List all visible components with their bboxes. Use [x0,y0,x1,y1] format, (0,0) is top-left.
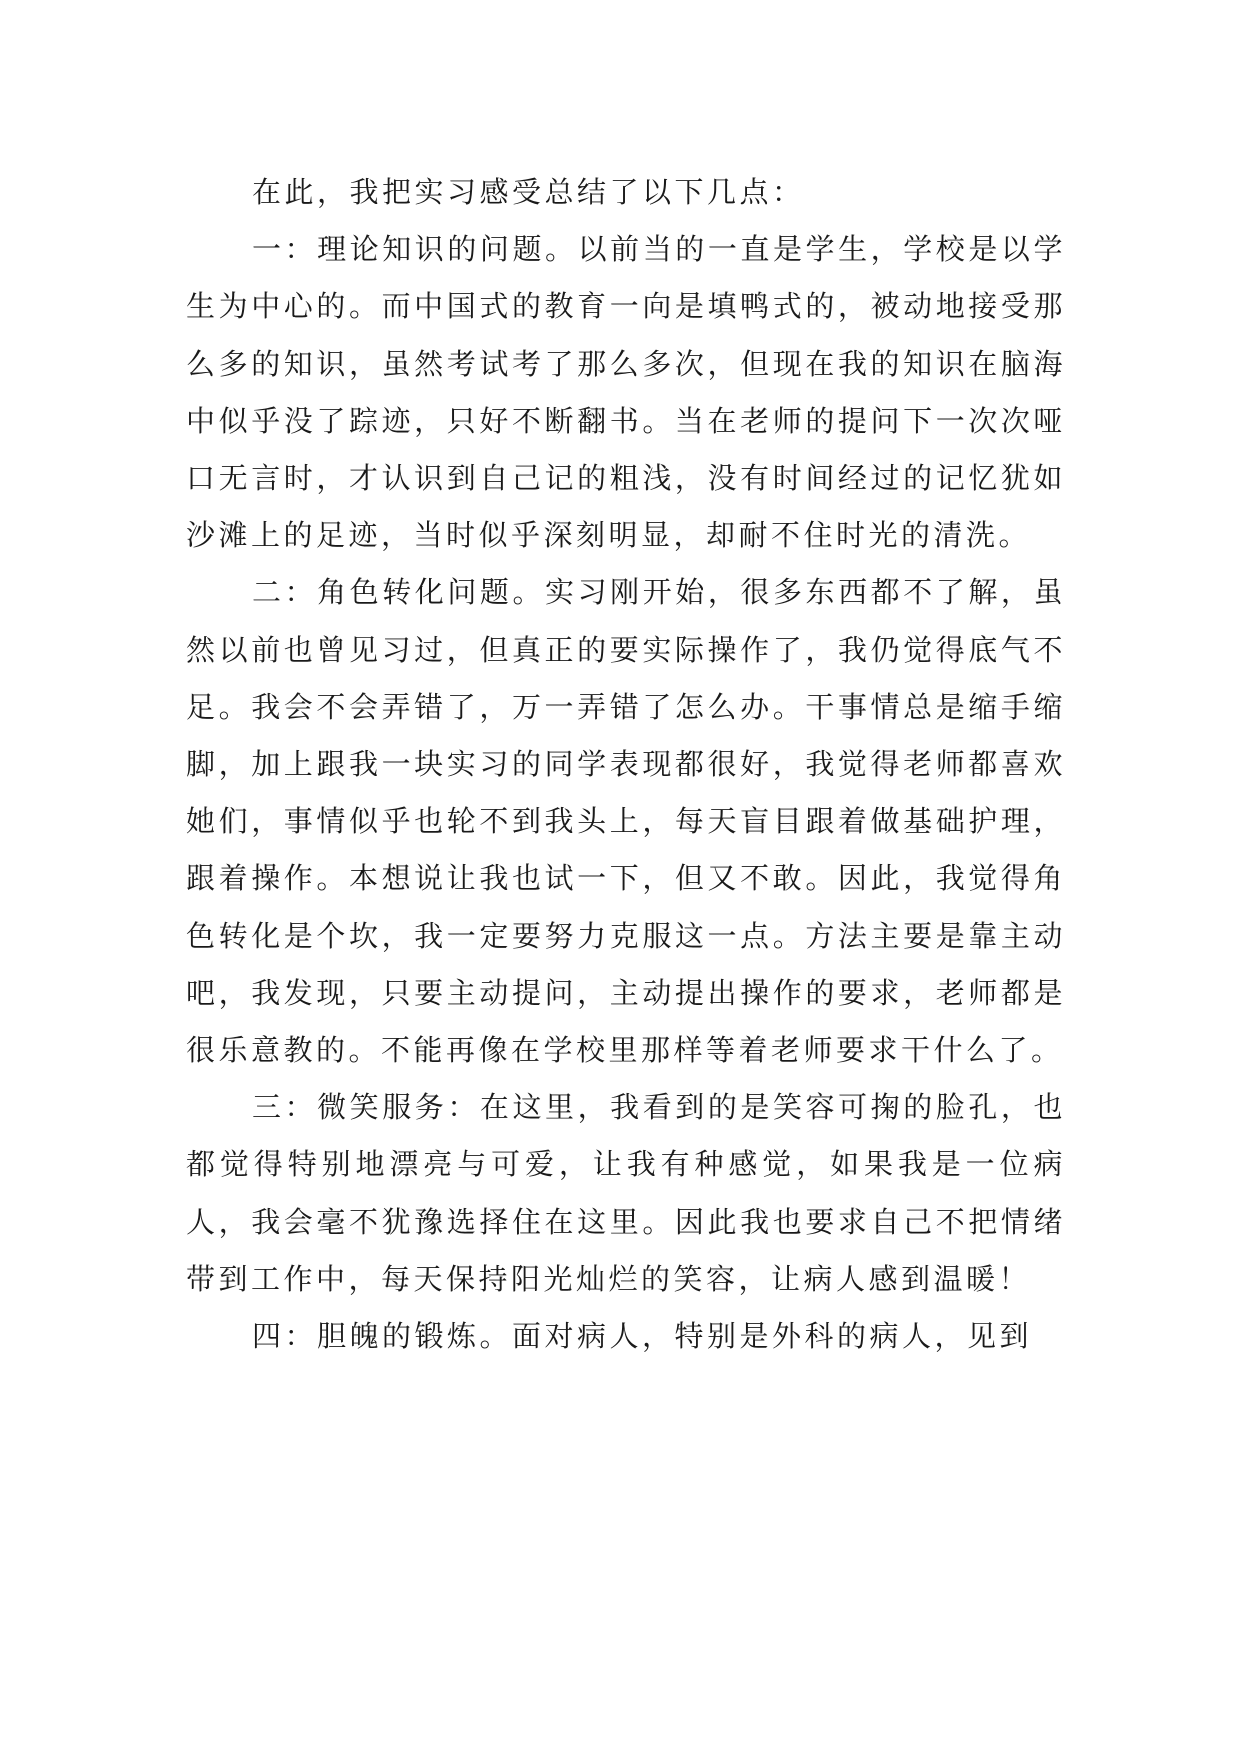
paragraph-intro: 在此，我把实习感受总结了以下几点： [252,175,805,209]
document-body [186,164,1066,1365]
paragraph-theory-knowledge: 一：理论知识的问题。以前当的一直是学生，学校是以学生为中心的。而中国式的教育一向是填鸭式的，被动地接受那么多的知识，虽然考试考了那么多次，但现在我的知识在脑海中似乎没了踪迹，只好不断翻书。当在老师的提问下一次次哑口无言时，才认识到自己记的粗浅，没有时间经过的记忆犹如沙滩上的足迹，当时似乎深刻明显，却耐不住时光的清洗。 [186,232,1066,553]
paragraph-courage-training: 四：胆魄的锻炼。面对病人，特别是外科的病人，见到 [252,1319,1033,1354]
paragraph-smile-service: 三：微笑服务：在这里，我看到的是笑容可掬的脸孔，也都觉得特别地漂亮与可爱，让我有种感觉，如果我是一位病人，我会毫不犹豫选择住在这里。因此我也要求自己不把情绪带到工作中，每天保持阳光灿烂的笑容，让病人感到温暖！ [186,1090,1066,1296]
paragraph-role-transition: 二：角色转化问题。实习刚开始，很多东西都不了解，虽然以前也曾见习过，但真正的要实际操作了，我仍觉得底气不足。我会不会弄错了，万一弄错了怎么办。干事情总是缩手缩脚，加上跟我一块实习的同学表现都很好，我觉得老师都喜欢她们，事情似乎也轮不到我头上，每天盲目跟着做基础护理，跟着操作。本想说让我也试一下，但又不敢。因此，我觉得角色转化是个坎，我一定要努力克服这一点。方法主要是靠主动吧，我发现，只要主动提问，主动提出操作的要求，老师都是很乐意教的。不能再像在学校里那样等着老师要求干什么了。 [186,575,1066,1068]
